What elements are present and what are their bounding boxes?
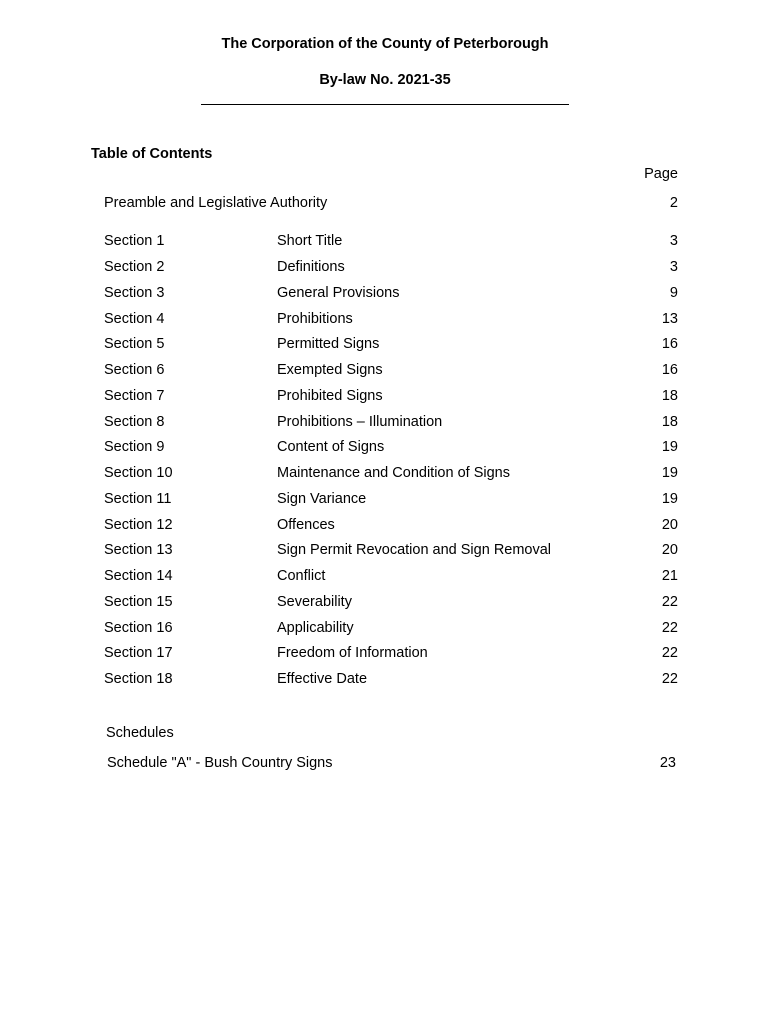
section-number: Section 3 (104, 285, 165, 301)
section-page: 20 (661, 517, 678, 533)
section-number: Section 10 (104, 465, 173, 481)
section-title: Definitions (277, 259, 345, 275)
section-number: Section 2 (104, 259, 165, 275)
section-number: Section 9 (104, 439, 165, 455)
toc-preamble-row (0, 195, 770, 215)
bylaw-number: By-law No. 2021-35 (319, 72, 451, 88)
section-number: Section 6 (104, 362, 165, 378)
section-number: Section 12 (104, 517, 173, 533)
toc-row (0, 439, 770, 459)
toc-row (0, 517, 770, 537)
section-title: Short Title (277, 233, 343, 249)
toc-row (0, 285, 770, 305)
section-page: 21 (661, 568, 678, 584)
section-title: Offences (277, 517, 335, 533)
toc-row (0, 620, 770, 640)
section-page: 19 (661, 439, 678, 455)
toc-row (0, 414, 770, 434)
section-page: 18 (661, 388, 678, 404)
section-title: Permitted Signs (277, 336, 380, 352)
section-title: Exempted Signs (277, 362, 383, 378)
section-page: 3 (669, 259, 678, 275)
section-number: Section 14 (104, 568, 173, 584)
header-rule (201, 104, 569, 105)
section-title: General Provisions (277, 285, 400, 301)
section-number: Section 1 (104, 233, 165, 249)
schedule-row (0, 755, 770, 775)
toc-heading: Table of Contents (91, 146, 213, 162)
toc-row (0, 233, 770, 253)
section-page: 22 (661, 645, 678, 661)
toc-row (0, 568, 770, 588)
section-number: Section 16 (104, 620, 173, 636)
toc-row (0, 362, 770, 382)
section-number: Section 5 (104, 336, 165, 352)
section-page: 22 (661, 620, 678, 636)
section-title: Prohibitions (277, 311, 353, 327)
section-page: 16 (661, 362, 678, 378)
section-number: Section 13 (104, 542, 173, 558)
section-title: Conflict (277, 568, 326, 584)
toc-row (0, 465, 770, 485)
section-number: Section 11 (104, 491, 172, 507)
section-number: Section 8 (104, 414, 165, 430)
section-title: Effective Date (277, 671, 368, 687)
toc-row (0, 645, 770, 665)
section-number: Section 7 (104, 388, 165, 404)
toc-row (0, 542, 770, 562)
section-title: Sign Permit Revocation and Sign Removal (277, 542, 552, 558)
section-title: Sign Variance (277, 491, 367, 507)
section-page: 19 (661, 491, 678, 507)
toc-row (0, 388, 770, 408)
section-page: 22 (661, 594, 678, 610)
section-title: Prohibited Signs (277, 388, 383, 404)
toc-row (0, 671, 770, 691)
section-title: Severability (277, 594, 352, 610)
section-title: Content of Signs (277, 439, 385, 455)
section-page: 18 (661, 414, 678, 430)
corporation-title: The Corporation of the County of Peterborough (221, 36, 549, 52)
section-number: Section 4 (104, 311, 165, 327)
section-page: 20 (661, 542, 678, 558)
section-number: Section 17 (104, 645, 173, 661)
section-title: Applicability (277, 620, 354, 636)
toc-row (0, 259, 770, 279)
toc-row (0, 594, 770, 614)
section-number: Section 18 (104, 671, 173, 687)
section-number: Section 15 (104, 594, 173, 610)
preamble-title: Preamble and Legislative Authority (104, 195, 328, 211)
section-page: 22 (661, 671, 678, 687)
toc-row (0, 311, 770, 331)
preamble-page: 2 (669, 195, 678, 211)
section-page: 3 (669, 233, 678, 249)
schedules-heading: Schedules (106, 725, 174, 741)
section-title: Freedom of Information (277, 645, 428, 661)
page-column-label: Page (644, 166, 678, 182)
section-page: 13 (661, 311, 678, 327)
toc-row (0, 491, 770, 511)
schedule-title: Schedule "A" - Bush Country Signs (107, 755, 333, 771)
toc-row (0, 336, 770, 356)
section-title: Maintenance and Condition of Signs (277, 465, 510, 481)
schedule-page: 23 (659, 755, 676, 771)
section-page: 16 (661, 336, 678, 352)
section-page: 9 (669, 285, 678, 301)
section-title: Prohibitions – Illumination (277, 414, 443, 430)
section-page: 19 (661, 465, 678, 481)
